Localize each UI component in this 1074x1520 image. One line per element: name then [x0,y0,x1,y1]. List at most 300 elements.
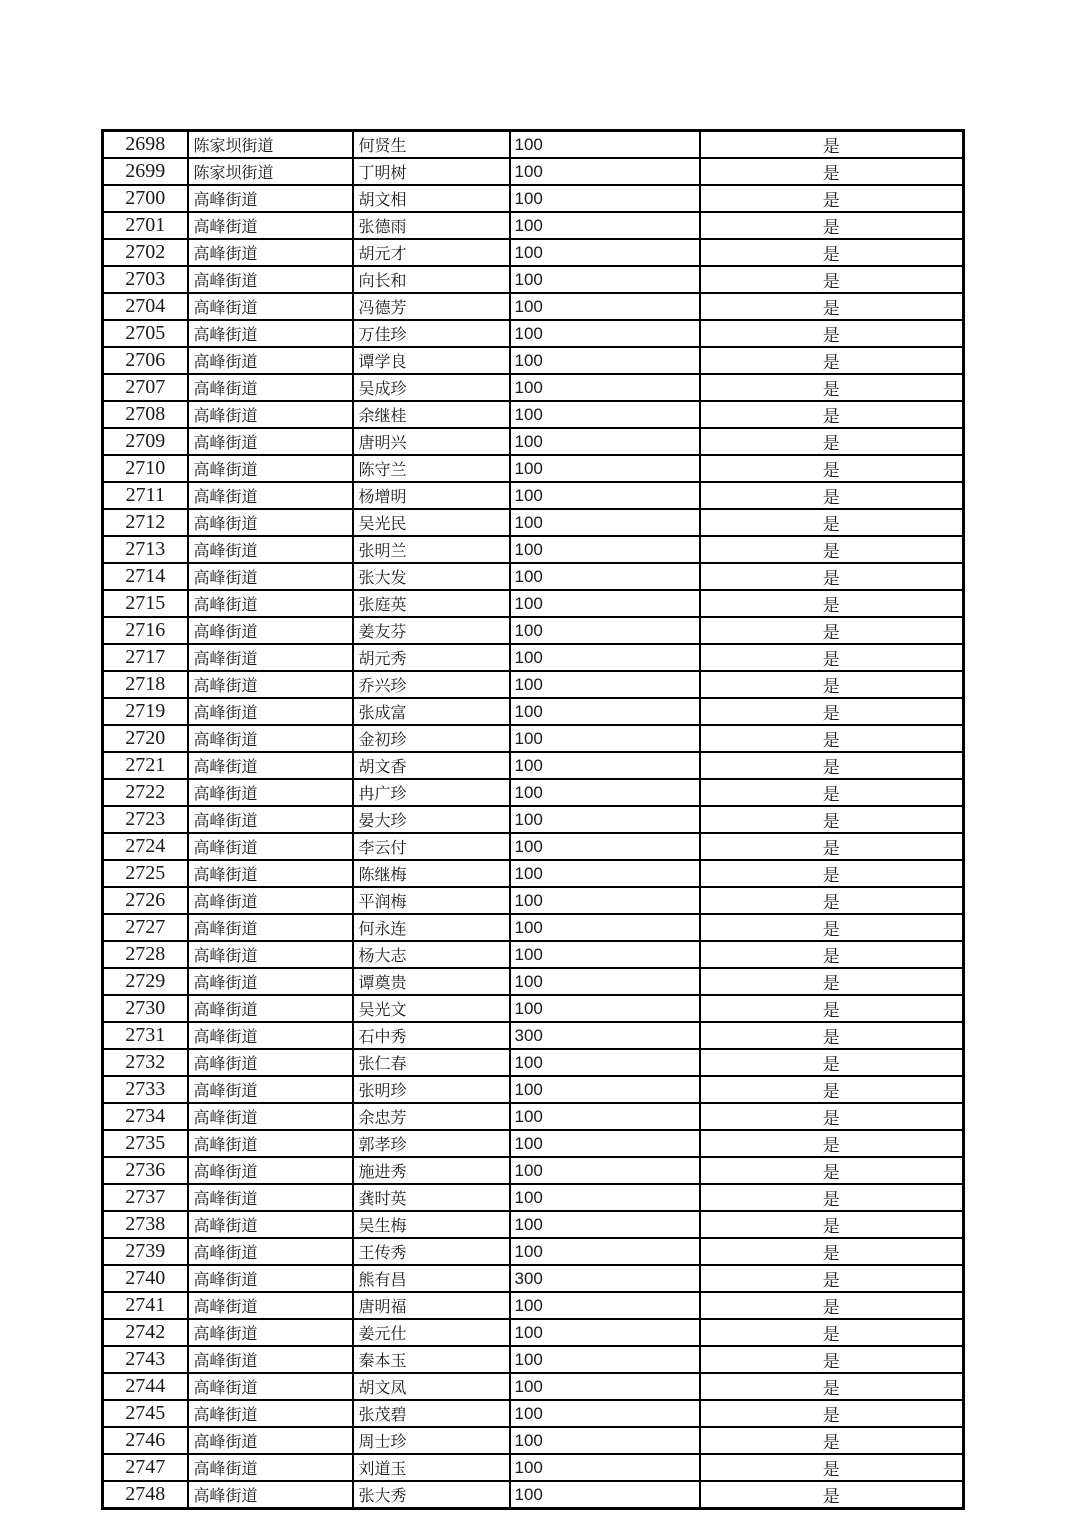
cell-flag: 是 [700,1022,964,1049]
cell-name: 刘道玉 [353,1454,510,1481]
cell-index: 2734 [103,1103,188,1130]
cell-flag: 是 [700,995,964,1022]
cell-street: 高峰街道 [188,1454,353,1481]
table-row [103,401,964,428]
cell-name: 姜元仕 [353,1319,510,1346]
cell-name: 李云付 [353,833,510,860]
data-table [101,129,965,1510]
cell-amount: 100 [510,1103,700,1130]
cell-flag: 是 [700,833,964,860]
cell-street: 高峰街道 [188,752,353,779]
cell-amount: 100 [510,779,700,806]
cell-flag: 是 [700,1238,964,1265]
cell-name: 吴光民 [353,509,510,536]
table-row [103,266,964,293]
cell-name: 杨增明 [353,482,510,509]
cell-index: 2713 [103,536,188,563]
table-row [103,779,964,806]
cell-index: 2722 [103,779,188,806]
cell-flag: 是 [700,1076,964,1103]
cell-amount: 100 [510,1346,700,1373]
cell-name: 陈守兰 [353,455,510,482]
cell-index: 2745 [103,1400,188,1427]
cell-amount: 100 [510,1319,700,1346]
cell-flag: 是 [700,860,964,887]
cell-flag: 是 [700,1427,964,1454]
cell-amount: 100 [510,1211,700,1238]
cell-index: 2726 [103,887,188,914]
cell-index: 2729 [103,968,188,995]
cell-amount: 100 [510,1400,700,1427]
table-row [103,347,964,374]
cell-name: 唐明福 [353,1292,510,1319]
cell-name: 张茂碧 [353,1400,510,1427]
cell-name: 张大秀 [353,1481,510,1509]
cell-index: 2743 [103,1346,188,1373]
cell-amount: 100 [510,482,700,509]
table-row [103,158,964,185]
cell-flag: 是 [700,1481,964,1509]
cell-name: 何贤生 [353,131,510,159]
cell-street: 高峰街道 [188,1400,353,1427]
table-row [103,293,964,320]
table-row [103,212,964,239]
cell-street: 高峰街道 [188,563,353,590]
cell-amount: 100 [510,1427,700,1454]
cell-index: 2724 [103,833,188,860]
cell-name: 冉广珍 [353,779,510,806]
cell-flag: 是 [700,1184,964,1211]
cell-flag: 是 [700,1157,964,1184]
cell-amount: 100 [510,1049,700,1076]
table-row [103,455,964,482]
cell-flag: 是 [700,941,964,968]
cell-index: 2725 [103,860,188,887]
cell-flag: 是 [700,131,964,159]
table-row [103,617,964,644]
cell-index: 2723 [103,806,188,833]
table-row [103,1481,964,1509]
cell-amount: 100 [510,401,700,428]
cell-amount: 100 [510,644,700,671]
cell-index: 2712 [103,509,188,536]
cell-index: 2721 [103,752,188,779]
cell-flag: 是 [700,1400,964,1427]
cell-street: 高峰街道 [188,1211,353,1238]
cell-street: 高峰街道 [188,698,353,725]
cell-index: 2707 [103,374,188,401]
cell-flag: 是 [700,617,964,644]
cell-name: 张大发 [353,563,510,590]
cell-name: 谭学良 [353,347,510,374]
cell-flag: 是 [700,185,964,212]
cell-index: 2748 [103,1481,188,1509]
table-row [103,131,964,159]
cell-amount: 100 [510,266,700,293]
cell-street: 高峰街道 [188,968,353,995]
cell-index: 2717 [103,644,188,671]
cell-flag: 是 [700,644,964,671]
cell-amount: 100 [510,536,700,563]
table-row [103,914,964,941]
cell-flag: 是 [700,698,964,725]
cell-street: 高峰街道 [188,1319,353,1346]
cell-street: 高峰街道 [188,536,353,563]
cell-index: 2704 [103,293,188,320]
cell-index: 2698 [103,131,188,159]
cell-index: 2710 [103,455,188,482]
cell-index: 2744 [103,1373,188,1400]
cell-flag: 是 [700,212,964,239]
cell-flag: 是 [700,1103,964,1130]
cell-index: 2735 [103,1130,188,1157]
cell-street: 高峰街道 [188,1373,353,1400]
table-row [103,1103,964,1130]
cell-index: 2739 [103,1238,188,1265]
table-row [103,1319,964,1346]
cell-flag: 是 [700,1211,964,1238]
cell-amount: 100 [510,671,700,698]
table-row [103,1427,964,1454]
table-row [103,239,964,266]
cell-flag: 是 [700,968,964,995]
cell-amount: 100 [510,563,700,590]
cell-name: 晏大珍 [353,806,510,833]
cell-street: 高峰街道 [188,1130,353,1157]
cell-street: 高峰街道 [188,374,353,401]
cell-street: 高峰街道 [188,671,353,698]
cell-name: 杨大志 [353,941,510,968]
cell-street: 高峰街道 [188,428,353,455]
table-row [103,698,964,725]
cell-street: 高峰街道 [188,1238,353,1265]
cell-amount: 100 [510,995,700,1022]
cell-amount: 100 [510,860,700,887]
cell-street: 高峰街道 [188,1076,353,1103]
cell-flag: 是 [700,806,964,833]
table-row [103,995,964,1022]
cell-amount: 100 [510,455,700,482]
cell-index: 2732 [103,1049,188,1076]
cell-index: 2703 [103,266,188,293]
table-row [103,1400,964,1427]
cell-flag: 是 [700,1373,964,1400]
cell-street: 高峰街道 [188,266,353,293]
cell-name: 唐明兴 [353,428,510,455]
cell-name: 向长和 [353,266,510,293]
cell-amount: 100 [510,1157,700,1184]
cell-index: 2714 [103,563,188,590]
cell-flag: 是 [700,752,964,779]
cell-amount: 100 [510,590,700,617]
cell-name: 乔兴珍 [353,671,510,698]
cell-name: 胡元秀 [353,644,510,671]
cell-street: 高峰街道 [188,833,353,860]
cell-street: 高峰街道 [188,1481,353,1509]
table-row [103,887,964,914]
cell-amount: 100 [510,725,700,752]
cell-index: 2747 [103,1454,188,1481]
cell-street: 高峰街道 [188,725,353,752]
cell-name: 郭孝珍 [353,1130,510,1157]
cell-name: 胡文相 [353,185,510,212]
cell-flag: 是 [700,482,964,509]
cell-name: 丁明树 [353,158,510,185]
cell-index: 2706 [103,347,188,374]
cell-amount: 100 [510,1481,700,1509]
cell-name: 陈继梅 [353,860,510,887]
cell-amount: 100 [510,887,700,914]
cell-amount: 100 [510,1238,700,1265]
cell-street: 高峰街道 [188,1292,353,1319]
cell-name: 张成富 [353,698,510,725]
cell-index: 2728 [103,941,188,968]
cell-street: 高峰街道 [188,1184,353,1211]
cell-flag: 是 [700,563,964,590]
cell-amount: 300 [510,1265,700,1292]
cell-amount: 100 [510,320,700,347]
cell-amount: 100 [510,1292,700,1319]
cell-street: 高峰街道 [188,293,353,320]
cell-index: 2716 [103,617,188,644]
cell-name: 龚时英 [353,1184,510,1211]
cell-street: 高峰街道 [188,455,353,482]
cell-street: 高峰街道 [188,1103,353,1130]
cell-amount: 100 [510,806,700,833]
cell-index: 2738 [103,1211,188,1238]
cell-index: 2742 [103,1319,188,1346]
cell-amount: 100 [510,239,700,266]
cell-street: 高峰街道 [188,401,353,428]
cell-name: 谭奠贵 [353,968,510,995]
cell-street: 高峰街道 [188,1049,353,1076]
cell-name: 冯德芳 [353,293,510,320]
cell-street: 高峰街道 [188,1157,353,1184]
cell-flag: 是 [700,1319,964,1346]
table-row [103,509,964,536]
cell-name: 金初珍 [353,725,510,752]
cell-street: 高峰街道 [188,617,353,644]
cell-name: 姜友芬 [353,617,510,644]
cell-street: 高峰街道 [188,995,353,1022]
table-row [103,725,964,752]
cell-name: 吴光文 [353,995,510,1022]
cell-street: 高峰街道 [188,1346,353,1373]
cell-flag: 是 [700,914,964,941]
table-row [103,644,964,671]
table-row [103,1292,964,1319]
cell-street: 高峰街道 [188,590,353,617]
cell-street: 陈家坝街道 [188,158,353,185]
table-row [103,1049,964,1076]
cell-street: 高峰街道 [188,212,353,239]
cell-street: 高峰街道 [188,779,353,806]
cell-name: 周士珍 [353,1427,510,1454]
table-row [103,536,964,563]
table-row [103,941,964,968]
cell-index: 2711 [103,482,188,509]
cell-amount: 100 [510,185,700,212]
table-row [103,1076,964,1103]
cell-index: 2699 [103,158,188,185]
cell-index: 2746 [103,1427,188,1454]
table-row [103,590,964,617]
cell-amount: 100 [510,1373,700,1400]
cell-amount: 100 [510,212,700,239]
cell-amount: 100 [510,968,700,995]
cell-amount: 300 [510,1022,700,1049]
cell-flag: 是 [700,590,964,617]
cell-amount: 100 [510,1076,700,1103]
cell-flag: 是 [700,455,964,482]
cell-name: 张德雨 [353,212,510,239]
cell-amount: 100 [510,428,700,455]
cell-street: 高峰街道 [188,806,353,833]
cell-amount: 100 [510,833,700,860]
table-row [103,671,964,698]
cell-street: 高峰街道 [188,887,353,914]
cell-street: 高峰街道 [188,320,353,347]
table-row [103,185,964,212]
cell-name: 张庭英 [353,590,510,617]
cell-name: 施进秀 [353,1157,510,1184]
cell-name: 王传秀 [353,1238,510,1265]
cell-flag: 是 [700,266,964,293]
table-row [103,482,964,509]
cell-flag: 是 [700,1049,964,1076]
cell-street: 高峰街道 [188,239,353,266]
cell-amount: 100 [510,1454,700,1481]
table-row [103,1373,964,1400]
table-row [103,320,964,347]
table-row [103,968,964,995]
table-row [103,1157,964,1184]
table-row [103,806,964,833]
cell-name: 吴成珍 [353,374,510,401]
cell-amount: 100 [510,1184,700,1211]
cell-amount: 100 [510,347,700,374]
cell-flag: 是 [700,374,964,401]
cell-name: 秦本玉 [353,1346,510,1373]
table-row [103,1454,964,1481]
cell-index: 2719 [103,698,188,725]
cell-index: 2737 [103,1184,188,1211]
cell-amount: 100 [510,698,700,725]
cell-name: 胡文香 [353,752,510,779]
table-row [103,752,964,779]
table-row [103,374,964,401]
table-row [103,563,964,590]
cell-index: 2700 [103,185,188,212]
cell-street: 高峰街道 [188,509,353,536]
cell-index: 2701 [103,212,188,239]
cell-name: 张仁春 [353,1049,510,1076]
cell-street: 高峰街道 [188,860,353,887]
table-row [103,1130,964,1157]
cell-name: 胡元才 [353,239,510,266]
cell-flag: 是 [700,293,964,320]
cell-flag: 是 [700,401,964,428]
cell-flag: 是 [700,509,964,536]
cell-amount: 100 [510,158,700,185]
cell-index: 2727 [103,914,188,941]
cell-name: 胡文凤 [353,1373,510,1400]
cell-flag: 是 [700,347,964,374]
table-row [103,1265,964,1292]
table-body [103,131,964,1509]
cell-name: 余继桂 [353,401,510,428]
cell-flag: 是 [700,536,964,563]
cell-index: 2718 [103,671,188,698]
cell-flag: 是 [700,1265,964,1292]
cell-index: 2720 [103,725,188,752]
cell-street: 高峰街道 [188,1022,353,1049]
cell-name: 何永连 [353,914,510,941]
cell-street: 高峰街道 [188,1427,353,1454]
cell-index: 2715 [103,590,188,617]
cell-flag: 是 [700,239,964,266]
cell-flag: 是 [700,1130,964,1157]
cell-flag: 是 [700,779,964,806]
cell-name: 万佳珍 [353,320,510,347]
cell-flag: 是 [700,671,964,698]
cell-index: 2730 [103,995,188,1022]
cell-amount: 100 [510,374,700,401]
cell-index: 2741 [103,1292,188,1319]
cell-name: 平润梅 [353,887,510,914]
cell-flag: 是 [700,1292,964,1319]
cell-index: 2705 [103,320,188,347]
cell-amount: 100 [510,293,700,320]
cell-street: 高峰街道 [188,482,353,509]
cell-street: 高峰街道 [188,941,353,968]
cell-street: 高峰街道 [188,1265,353,1292]
table-row [103,428,964,455]
cell-amount: 100 [510,941,700,968]
table-row [103,1211,964,1238]
cell-name: 熊有昌 [353,1265,510,1292]
cell-name: 余忠芳 [353,1103,510,1130]
cell-name: 张明珍 [353,1076,510,1103]
cell-street: 陈家坝街道 [188,131,353,159]
cell-index: 2709 [103,428,188,455]
cell-index: 2708 [103,401,188,428]
cell-flag: 是 [700,1346,964,1373]
cell-name: 张明兰 [353,536,510,563]
cell-flag: 是 [700,725,964,752]
cell-street: 高峰街道 [188,185,353,212]
cell-flag: 是 [700,320,964,347]
cell-amount: 100 [510,131,700,159]
table-row [103,1238,964,1265]
cell-index: 2740 [103,1265,188,1292]
cell-name: 吴生梅 [353,1211,510,1238]
cell-street: 高峰街道 [188,347,353,374]
cell-index: 2736 [103,1157,188,1184]
cell-street: 高峰街道 [188,644,353,671]
cell-flag: 是 [700,158,964,185]
table-row [103,1346,964,1373]
cell-flag: 是 [700,428,964,455]
cell-name: 石中秀 [353,1022,510,1049]
cell-flag: 是 [700,887,964,914]
table-row [103,833,964,860]
cell-index: 2733 [103,1076,188,1103]
table-row [103,860,964,887]
cell-amount: 100 [510,752,700,779]
cell-street: 高峰街道 [188,914,353,941]
cell-amount: 100 [510,509,700,536]
